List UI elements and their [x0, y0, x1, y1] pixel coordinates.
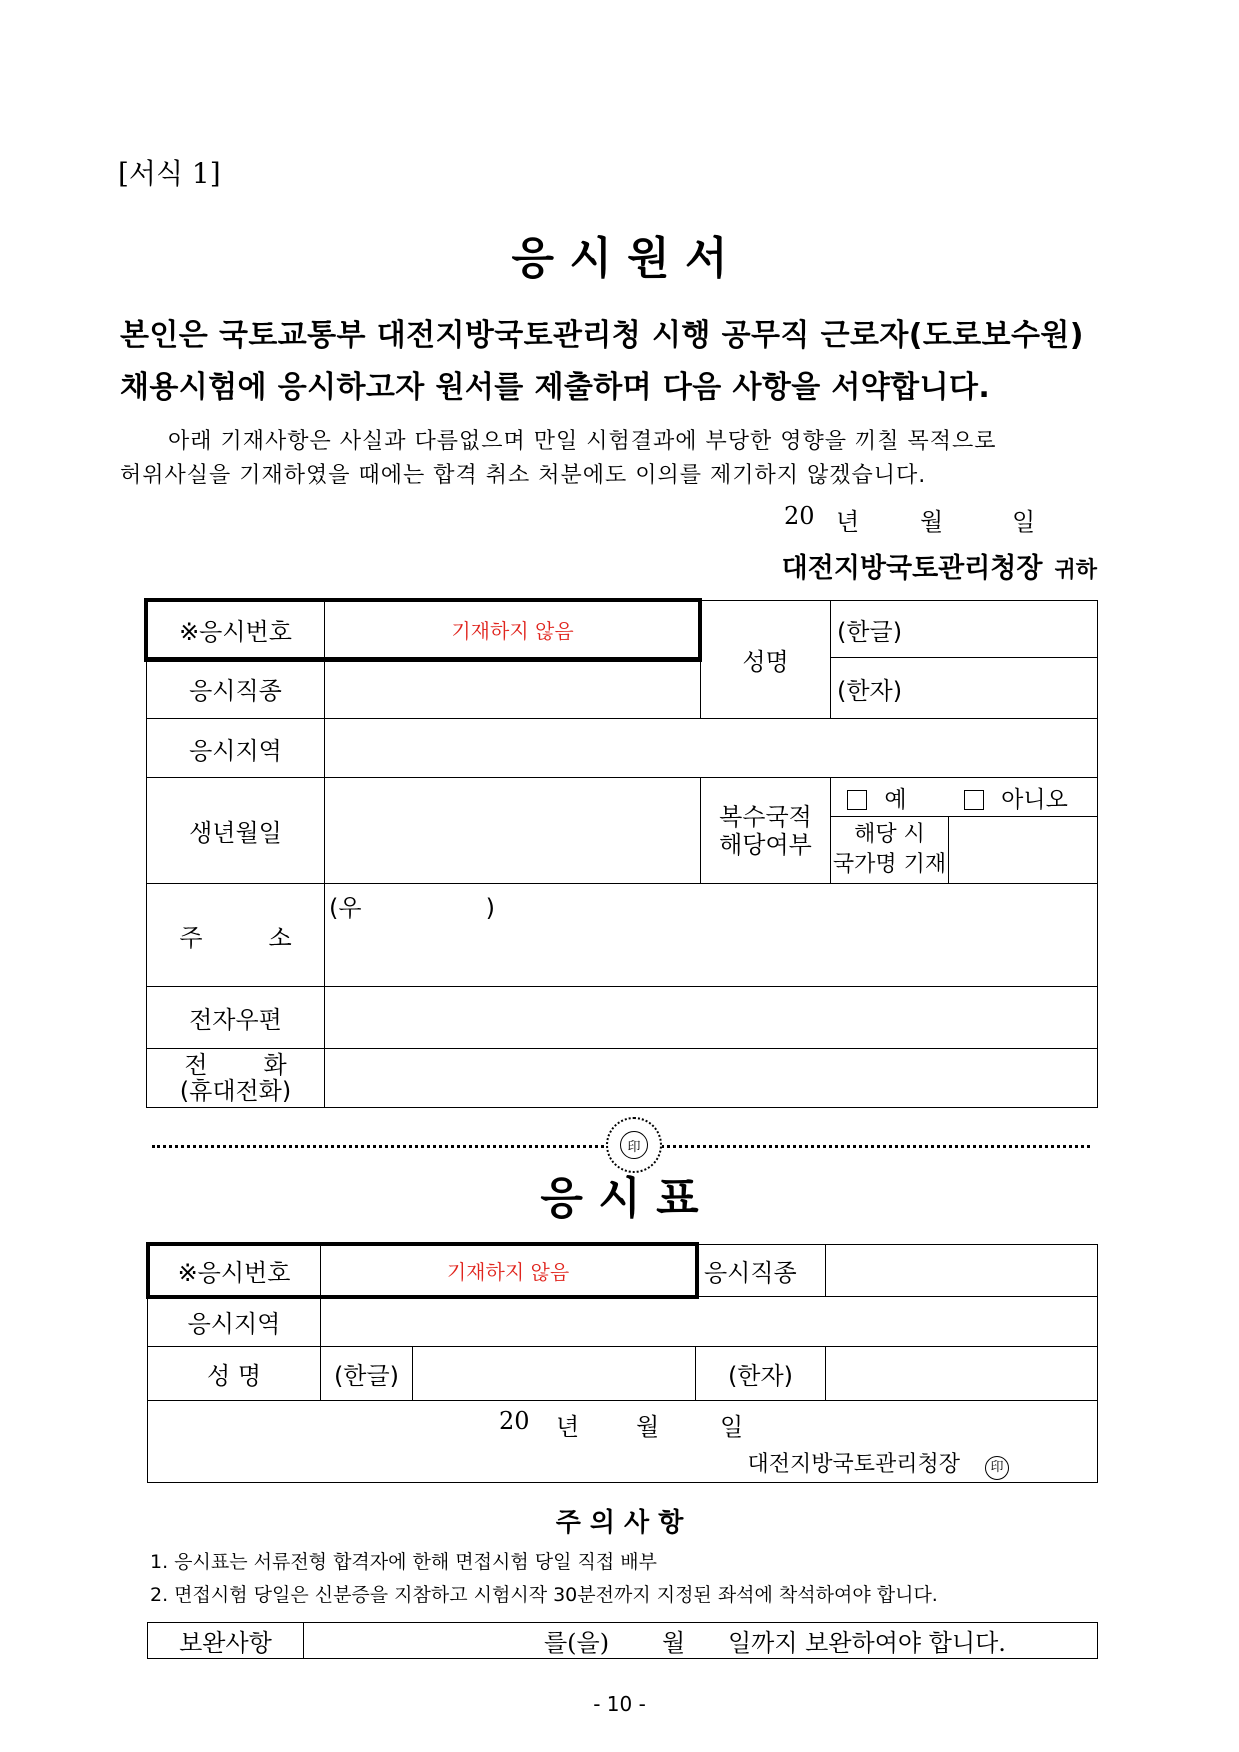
ticket-exam-number-label: ※응시번호: [148, 1245, 321, 1297]
ticket-date-month: 월: [636, 1413, 660, 1441]
ticket-issuer-line: [747, 1447, 1009, 1480]
date-day: 일: [1012, 508, 1036, 536]
ticket-date-year: 년: [556, 1413, 580, 1441]
supplement-field[interactable]: [304, 1623, 1098, 1659]
date-month: 월: [920, 508, 944, 536]
checkbox-no[interactable]: [964, 790, 984, 810]
job-type-field[interactable]: [325, 658, 701, 719]
statement-line-2: 허위사실을 기재하였을 때에는 합격 취소 처분에도 이의를 제기하지 않겠습니다.: [120, 463, 927, 488]
exam-region-field[interactable]: [325, 719, 1098, 778]
addressee-suffix: 귀하: [1054, 558, 1097, 583]
supplement-part-2: 월: [662, 1629, 686, 1657]
ticket-date-line: [148, 1407, 1097, 1441]
pledge-line-2: 채용시험에 응시하고자 원서를 제출하며 다음 사항을 서약합니다.: [120, 370, 991, 405]
application-table: [146, 600, 1098, 1108]
seal-icon: 印: [620, 1131, 648, 1159]
notice-title: 주 의 사 항: [555, 1508, 684, 1538]
dual-nationality-options: [831, 778, 1098, 817]
country-name-field[interactable]: [949, 817, 1098, 884]
date-line: [0, 502, 1239, 536]
supplement-part-1: 를(을): [544, 1629, 610, 1657]
birth-date-label: 생년월일: [147, 778, 325, 884]
date-year: 년: [836, 508, 860, 536]
country-name-label-2: 국가명 기재: [832, 852, 947, 877]
ticket-name-hanja-label: (한자): [696, 1347, 826, 1401]
ticket-date-issuer: [148, 1401, 1098, 1483]
postal-suffix: ): [485, 894, 495, 922]
country-name-label: [831, 817, 949, 884]
phone-label-1: 전: [184, 1051, 208, 1079]
email-field[interactable]: [325, 987, 1098, 1049]
pledge-line-1: 본인은 국토교통부 대전지방국토관리청 시행 공무직 근로자(도로보수원): [120, 318, 1084, 353]
ticket-date-day: 일: [720, 1413, 744, 1441]
notice-item: 2. 면접시험 당일은 신분증을 지참하고 시험시작 30분전까지 지정된 좌석에 착석하여야 합니다.: [150, 1584, 938, 1606]
ticket-date-year-prefix: 20: [499, 1407, 530, 1435]
dual-nationality-label-1: 복수국적: [719, 802, 812, 831]
exam-region-label: 응시지역: [147, 719, 325, 778]
ticket-issuer: 대전지방국토관리청장: [747, 1452, 960, 1477]
job-type-label: 응시직종: [147, 658, 325, 719]
supplement-label: 보완사항: [148, 1623, 304, 1659]
name-hanja-field[interactable]: [831, 658, 1098, 719]
birth-date-field[interactable]: [325, 778, 701, 884]
ticket-title: 응 시 표: [540, 1173, 699, 1224]
ticket-job-label: 응시직종: [696, 1245, 826, 1297]
phone-label-2: 화: [263, 1051, 287, 1079]
dual-nationality-label-2: 해당여부: [719, 830, 812, 859]
page-number: - 10 -: [593, 1692, 646, 1716]
ticket-seal-icon: 印: [985, 1456, 1009, 1480]
ticket-region-field[interactable]: [321, 1297, 1098, 1347]
name-hangul-field[interactable]: [831, 601, 1098, 658]
address-field[interactable]: [325, 884, 1098, 987]
checkbox-yes[interactable]: [847, 790, 867, 810]
option-no-label: 아니오: [1001, 786, 1068, 813]
supplement-part-3: 일까지 보완하여야 합니다.: [728, 1629, 1006, 1657]
name-label: 성명: [701, 601, 831, 719]
ticket-name-hangul-label: (한글): [321, 1347, 413, 1401]
exam-number-label: ※응시번호: [147, 601, 325, 658]
dual-nationality-label: [701, 778, 831, 884]
phone-label: [147, 1049, 325, 1108]
addressee: [782, 546, 1097, 585]
ticket-exam-number-field: 기재하지 않음: [321, 1245, 696, 1297]
country-name-label-1: 해당 시: [854, 822, 925, 847]
phone-label-3: (휴대전화): [179, 1077, 292, 1105]
ticket-name-hanja-field[interactable]: [826, 1347, 1098, 1401]
email-label: 전자우편: [147, 987, 325, 1049]
name-hangul-label: (한글): [837, 617, 903, 646]
supplement-table: [147, 1622, 1098, 1659]
postal-prefix: (우: [329, 894, 362, 922]
ticket-region-label: 응시지역: [148, 1297, 321, 1347]
address-label-2: 소: [268, 923, 292, 952]
ticket-name-label: 성 명: [148, 1347, 321, 1401]
notice-item: 1. 응시표는 서류전형 합격자에 한해 면접시험 당일 직접 배부: [150, 1551, 657, 1573]
ticket-job-field[interactable]: [826, 1245, 1098, 1297]
form-label: [서식 1]: [118, 157, 221, 190]
ticket-name-hangul-field[interactable]: [413, 1347, 696, 1401]
ticket-table: [147, 1244, 1098, 1483]
address-label-1: 주: [179, 923, 203, 952]
exam-number-field: 기재하지 않음: [325, 601, 701, 658]
document-title: 응 시 원 서: [511, 233, 728, 284]
date-year-prefix: 20: [784, 502, 815, 530]
name-hanja-label: (한자): [837, 676, 903, 705]
address-label: [147, 884, 325, 987]
phone-field[interactable]: [325, 1049, 1098, 1108]
option-yes-label: 예: [884, 786, 907, 813]
statement-line-1: 아래 기재사항은 사실과 다름없으며 만일 시험결과에 부당한 영향을 끼칠 목적으로: [168, 429, 997, 454]
addressee-name: 대전지방국토관리청장: [781, 553, 1043, 584]
